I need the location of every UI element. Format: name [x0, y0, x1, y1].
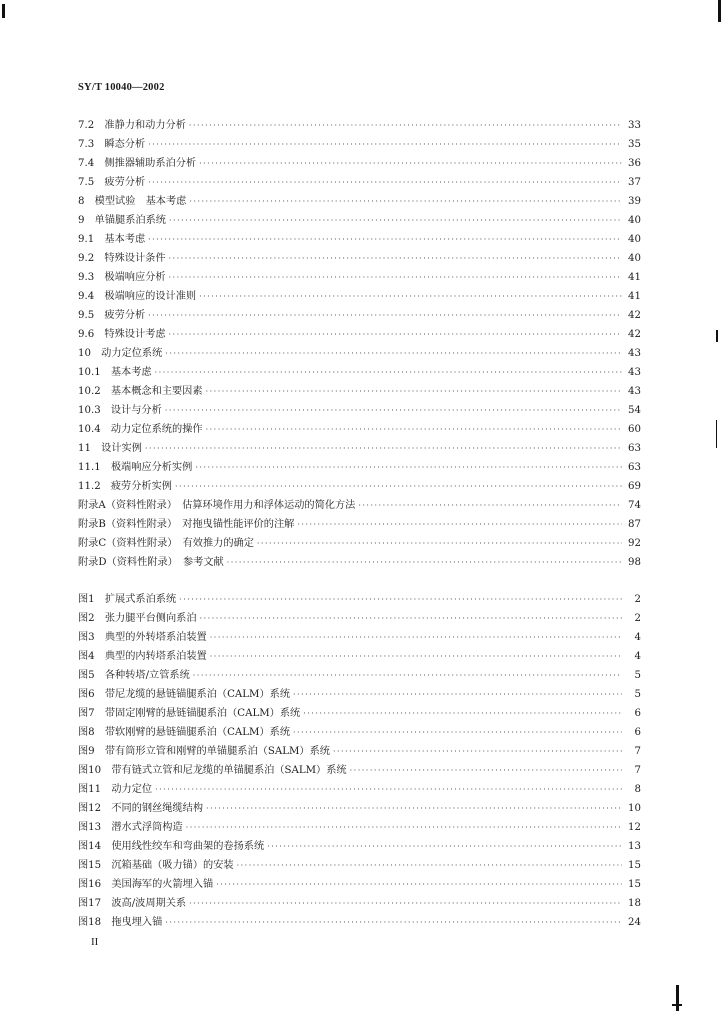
figure-entry-title: 图3 典型的外转塔系泊装置 — [78, 632, 207, 643]
dot-leader — [206, 425, 622, 434]
figure-entry — [78, 704, 641, 723]
toc-entry — [78, 382, 641, 401]
figure-entry-title: 图6 带尼龙缆的悬链锚腿系泊（CALM）系统 — [78, 689, 291, 700]
figure-entry-title: 图15 沉箱基础（吸力锚）的安装 — [78, 860, 234, 871]
document-code-header: SY/T 10040—2002 — [78, 82, 165, 93]
dot-leader — [165, 349, 622, 358]
figure-entry-title: 图2 张力腿平台侧向系泊 — [78, 613, 197, 624]
toc-entry — [78, 173, 641, 192]
figure-entry — [78, 894, 641, 913]
dot-leader — [169, 330, 622, 339]
figure-entry-title: 图7 带固定刚臂的悬链锚腿系泊（CALM）系统 — [78, 708, 301, 719]
figure-entry-title: 图14 使用线性绞车和弯曲架的卷扬系统 — [78, 841, 265, 852]
toc-entry-title: 9.4 极端响应的设计准则 — [78, 291, 197, 302]
figure-entry-title: 图18 拖曳埋入锚 — [78, 917, 163, 928]
dot-leader — [155, 785, 622, 794]
figure-entry-title: 图8 带软刚臂的悬链锚腿系泊（CALM）系统 — [78, 727, 291, 738]
figure-entry-page: 6 — [634, 708, 641, 719]
figure-entry-page: 7 — [634, 746, 641, 757]
toc-entry-title: 7.4 侧推器辅助系泊分析 — [78, 158, 197, 169]
figure-entry-title: 图4 典型的内转塔系泊装置 — [78, 651, 207, 662]
toc-entry — [78, 534, 641, 553]
figure-entry-page: 2 — [634, 613, 641, 624]
figure-entry — [78, 628, 641, 647]
dot-leader — [350, 766, 622, 775]
dot-leader — [303, 709, 622, 718]
dot-leader — [195, 463, 622, 472]
toc-entry-title: 附录C（资料性附录） 有效推力的确定 — [78, 538, 254, 549]
dot-leader — [148, 140, 622, 149]
toc-entry-title: 9.5 疲劳分析 — [78, 310, 146, 321]
figure-entry-page: 10 — [628, 803, 641, 814]
dot-leader — [145, 444, 622, 453]
toc-entry-title: 9.6 特殊设计考虑 — [78, 329, 166, 340]
toc-entry-page: 41 — [628, 272, 641, 283]
toc-entry — [78, 363, 641, 382]
toc-entry-page: 60 — [628, 424, 641, 435]
scan-mark — [2, 4, 5, 18]
figure-entry-page: 6 — [634, 727, 641, 738]
toc-entry-title: 11.1 极端响应分析实例 — [78, 462, 193, 473]
figure-entry — [78, 780, 641, 799]
toc-entry-title: 10.3 设计与分析 — [78, 405, 162, 416]
figure-entry-title: 图5 各种转塔/立管系统 — [78, 670, 190, 681]
dot-leader — [189, 121, 622, 130]
dot-leader — [199, 292, 622, 301]
figure-entry — [78, 837, 641, 856]
toc-entry-page: 43 — [628, 367, 641, 378]
toc-figures-list — [78, 590, 641, 932]
toc-entry-title: 附录D（资料性附录） 参考文献 — [78, 557, 224, 568]
dot-leader — [333, 747, 622, 756]
dot-leader — [148, 311, 622, 320]
toc-entry — [78, 515, 641, 534]
toc-entry — [78, 268, 641, 287]
toc-entry-page: 42 — [628, 310, 641, 321]
toc-entry-page: 63 — [628, 443, 641, 454]
figure-entry-page: 24 — [628, 917, 641, 928]
figure-entry-page: 4 — [634, 632, 641, 643]
figure-entry-title: 图11 动力定位 — [78, 784, 153, 795]
scan-mark — [672, 1004, 682, 1006]
figure-entry-page: 15 — [628, 860, 641, 871]
dot-leader — [297, 520, 622, 529]
figure-entry — [78, 761, 641, 780]
figure-entry — [78, 799, 641, 818]
figure-entry-title: 图9 带有筒形立管和刚臂的单锚腿系泊（SALM）系统 — [78, 746, 330, 757]
toc-entry-page: 43 — [628, 386, 641, 397]
toc-entry — [78, 287, 641, 306]
figure-entry — [78, 856, 641, 875]
figure-entry-page: 8 — [634, 784, 641, 795]
toc-entry-title: 附录A（资料性附录） 估算环境作用力和浮体运动的简化方法 — [78, 500, 356, 511]
figure-entry — [78, 609, 641, 628]
dot-leader — [175, 482, 622, 491]
toc-entry — [78, 306, 641, 325]
toc-entry-title: 9.1 基本考虑 — [78, 234, 146, 245]
toc-entry-title: 10.4 动力定位系统的操作 — [78, 424, 203, 435]
toc-sections-list — [78, 116, 641, 572]
dot-leader — [267, 842, 622, 851]
figure-entry — [78, 590, 641, 609]
toc-entry-title: 11.2 疲劳分析实例 — [78, 481, 172, 492]
dot-leader — [155, 368, 622, 377]
toc-entry-page: 42 — [628, 329, 641, 340]
dot-leader — [237, 861, 622, 870]
figure-entry — [78, 913, 641, 932]
toc-entry-title: 9.3 极端响应分析 — [78, 272, 166, 283]
toc-entry-page: 74 — [628, 500, 641, 511]
figure-entry-title: 图13 潜水式浮筒构造 — [78, 822, 183, 833]
figure-entry — [78, 723, 641, 742]
figure-entry-title: 图12 不同的钢丝绳缆结构 — [78, 803, 204, 814]
toc-entry-page: 40 — [628, 215, 641, 226]
toc-entry — [78, 192, 641, 211]
dot-leader — [358, 501, 622, 510]
dot-leader — [227, 558, 622, 567]
dot-leader — [148, 235, 622, 244]
dot-leader — [169, 216, 622, 225]
toc-entry — [78, 230, 641, 249]
toc-entry-title: 9.2 特殊设计条件 — [78, 253, 166, 264]
toc-entry-title: 7.3 瞬态分析 — [78, 139, 146, 150]
scan-mark — [718, 0, 721, 22]
toc-entry — [78, 344, 641, 363]
toc-entry-page: 92 — [628, 538, 641, 549]
dot-leader — [293, 728, 622, 737]
dot-leader — [210, 652, 622, 661]
dot-leader — [165, 918, 622, 927]
dot-leader — [148, 178, 622, 187]
toc-entry-page: 40 — [628, 253, 641, 264]
dot-leader — [169, 254, 622, 263]
dot-leader — [189, 197, 622, 206]
toc-entry-title: 10.2 基本概念和主要因素 — [78, 386, 203, 397]
dot-leader — [189, 899, 622, 908]
figure-entry-page: 4 — [634, 651, 641, 662]
figure-entry-page: 12 — [628, 822, 641, 833]
scan-mark — [716, 420, 717, 448]
toc-entry-title: 7.5 疲劳分析 — [78, 177, 146, 188]
toc-entry-page: 69 — [628, 481, 641, 492]
dot-leader — [186, 823, 622, 832]
figure-entry-page: 13 — [628, 841, 641, 852]
dot-leader — [165, 406, 622, 415]
dot-leader — [199, 159, 622, 168]
figure-entry-title: 图1 扩展式系泊系统 — [78, 594, 177, 605]
scan-mark — [676, 985, 679, 1011]
toc-entry-page: 41 — [628, 291, 641, 302]
dot-leader — [169, 273, 622, 282]
toc-entry — [78, 496, 641, 515]
figure-entry-page: 2 — [634, 594, 641, 605]
toc-entry-page: 35 — [628, 139, 641, 150]
dot-leader — [206, 804, 622, 813]
toc-entry-title: 10.1 基本考虑 — [78, 367, 152, 378]
figure-entry-title: 图17 波高/波周期关系 — [78, 898, 187, 909]
figure-entry-page: 15 — [628, 879, 641, 890]
toc-entry-page: 40 — [628, 234, 641, 245]
toc-entry — [78, 401, 641, 420]
figure-entry — [78, 875, 641, 894]
figure-entry-title: 图16 美国海军的火箭埋入锚 — [78, 879, 214, 890]
toc-entry — [78, 135, 641, 154]
toc-entry — [78, 477, 641, 496]
toc-entry — [78, 249, 641, 268]
figure-entry — [78, 685, 641, 704]
toc-entry-title: 11 设计实例 — [78, 443, 142, 454]
dot-leader — [200, 614, 622, 623]
toc-entry-title: 7.2 准静力和动力分析 — [78, 120, 186, 131]
dot-leader — [293, 690, 622, 699]
toc-entry-page: 36 — [628, 158, 641, 169]
dot-leader — [206, 387, 622, 396]
toc-entry-page: 39 — [628, 196, 641, 207]
dot-leader — [216, 880, 622, 889]
toc-entry — [78, 116, 641, 135]
toc-entry-page: 33 — [628, 120, 641, 131]
toc-entry — [78, 154, 641, 173]
toc-entry-page: 63 — [628, 462, 641, 473]
dot-leader — [179, 595, 622, 604]
scan-mark — [716, 330, 718, 342]
toc-entry-page: 98 — [628, 557, 641, 568]
toc-entry — [78, 211, 641, 230]
figure-entry — [78, 647, 641, 666]
dot-leader — [210, 633, 622, 642]
figure-entry — [78, 666, 641, 685]
toc-entry-title: 附录B（资料性附录） 对拖曳锚性能评价的注解 — [78, 519, 295, 530]
figure-entry-page: 5 — [634, 689, 641, 700]
toc-entry-page: 54 — [628, 405, 641, 416]
toc-entry-title: 9 单锚腿系泊系统 — [78, 215, 166, 226]
toc-entry-page: 37 — [628, 177, 641, 188]
toc-entry-page: 43 — [628, 348, 641, 359]
figure-entry-title: 图10 带有链式立管和尼龙缆的单锚腿系泊（SALM）系统 — [78, 765, 347, 776]
page-number: II — [91, 936, 99, 948]
figure-entry — [78, 742, 641, 761]
toc-entry — [78, 439, 641, 458]
toc-entry-title: 10 动力定位系统 — [78, 348, 163, 359]
toc-entry — [78, 553, 641, 572]
figure-entry-page: 5 — [634, 670, 641, 681]
toc-entry-page: 87 — [628, 519, 641, 530]
figure-entry-page: 18 — [628, 898, 641, 909]
toc-entry — [78, 325, 641, 344]
figure-entry — [78, 818, 641, 837]
toc-entry-title: 8 模型试验 基本考虑 — [78, 196, 187, 207]
toc-entry — [78, 458, 641, 477]
dot-leader — [193, 671, 622, 680]
dot-leader — [257, 539, 622, 548]
figure-entry-page: 7 — [634, 765, 641, 776]
toc-entry — [78, 420, 641, 439]
